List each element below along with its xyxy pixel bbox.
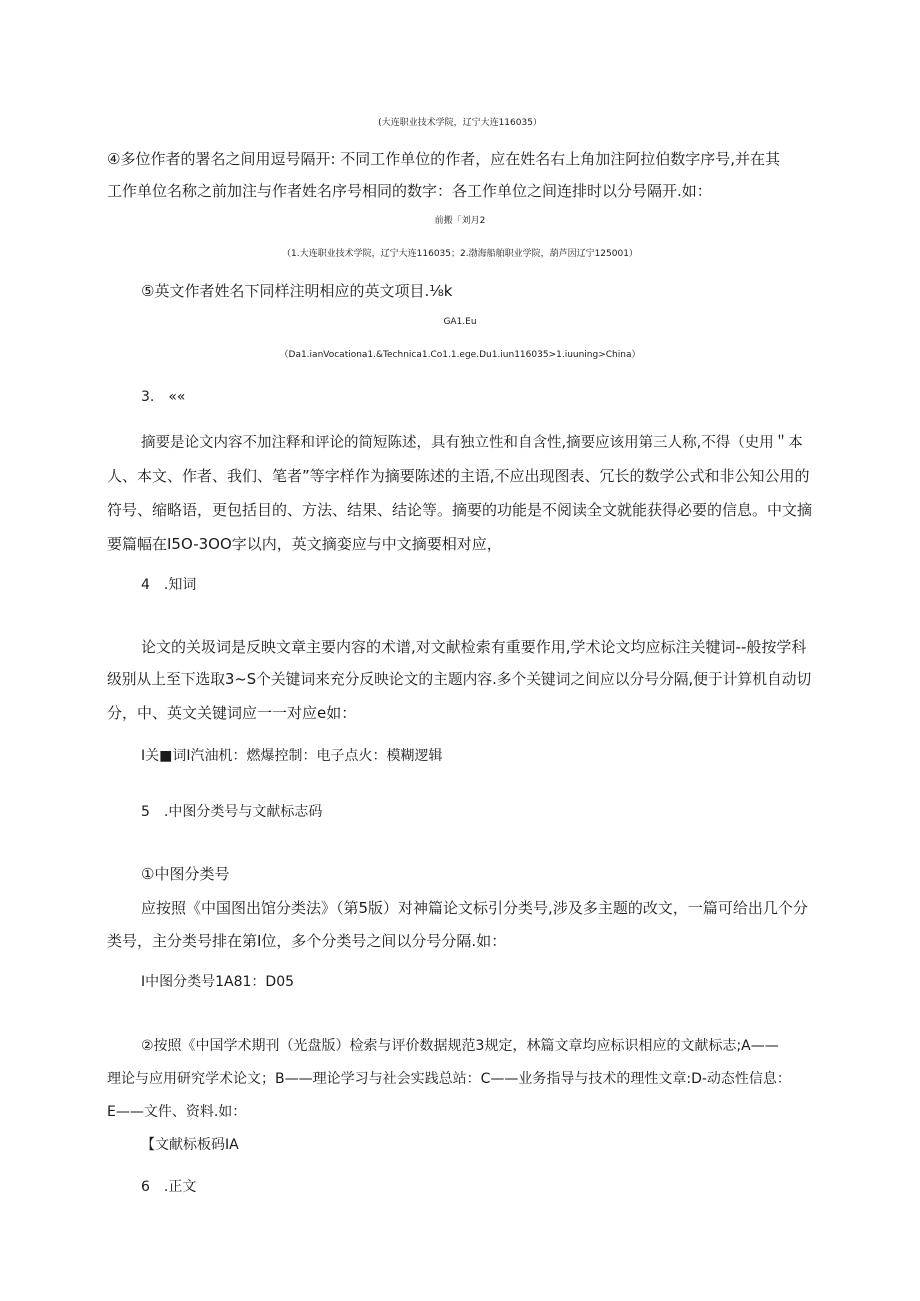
abstract-paragraph-line-1: 摘要是论文内容不加注释和评论的简短陈述，具有独立性和自含性,摘要应该用第三人称,不得（史用＂本 bbox=[141, 435, 803, 451]
rule-english-author: ⑤英文作者姓名下同样注明相应的英文项目.⅛k bbox=[141, 282, 453, 300]
rule-multi-author-line-1: ④多位作者的署名之间用逗号隔开: 不同工作单位的作者，应在姓名右上角加注阿拉伯数字序号,并在其 bbox=[107, 150, 781, 168]
english-affiliation: （Da1.ianVocationa1.&Technica1.Co1.1.ege.Du1.iun116035>1.iuuning>China） bbox=[279, 350, 641, 360]
abstract-paragraph-line-3: 符号、缩略语，更包括目的、方法、结果、结论等。摘要的功能是不阅读全文就能获得必要的信息。中文摘 bbox=[107, 501, 813, 519]
clc-example: I中图分类号1A81：D05 bbox=[141, 974, 295, 990]
section-6-heading: 6 .正文 bbox=[141, 1179, 197, 1195]
keywords-paragraph-line-3: 分，中、英文关键词应一一对应e如： bbox=[107, 704, 357, 722]
section-3-heading: 3. «« bbox=[141, 389, 186, 405]
keywords-paragraph-line-2: 级别从上至下选取3~S个关键词来充分反映论文的主题内容.多个关键词之间应以分号分隔,便于计算机自动切 bbox=[107, 671, 812, 688]
english-author-name: GA1.Eu bbox=[443, 317, 477, 327]
document-code-paragraph-line-1: ②按照《中国学术期刊（光盘版）检索与评价数据规范3规定，林篇文章均应标识相应的文献标志;A—— bbox=[141, 1038, 779, 1054]
document-code-example: 【文献标板码IA bbox=[141, 1137, 239, 1153]
keywords-paragraph-line-1: 论文的关圾词是反映文章主要内容的术谱,对文献检索有重要作用,学术论文均应标注关犍词--般按学科 bbox=[141, 638, 807, 656]
clc-paragraph-line-2: 类号，主分类号排在第I位，多个分类号之间以分号分隔.如： bbox=[107, 932, 507, 950]
section-4-heading: 4 .知词 bbox=[141, 577, 197, 593]
abstract-paragraph-line-2: 人、本文、作者、我们、笔者”等字样作为摘要陈述的主语,不应出现图表、冗长的数学公式和非公知公用的 bbox=[107, 467, 810, 485]
example-author-names: 前搬「刘月2 bbox=[434, 216, 486, 226]
author-affiliation-single: (大连职业技术学院，辽宁大连116035） bbox=[378, 118, 542, 128]
rule-multi-author-line-2: 工作单位名称之前加注与作者姓名序号相同的数字：各工作单位之间连排时以分号隔开.如： bbox=[107, 182, 712, 200]
document-code-paragraph-line-2: 理论与应用研究学术论文；B——理论学习与社会实践总站：C——业务指导与技术的理性文章:D-动态性信息： bbox=[107, 1071, 791, 1087]
clc-paragraph-line-1: 应按照《中国图出馆分类法》（第5版）对神篇论文标引分类号,涉及多主题的改文，一篇可给出几个分 bbox=[141, 899, 808, 917]
author-affiliation-multiple: （1.大连职业技术学院，辽宁大连116035；2.渤海船舶职业学院，葫芦因辽宁125001） bbox=[282, 249, 638, 259]
abstract-paragraph-line-4: 要篇幅在I5O-3OO字以内，英文摘娈应与中文摘要相对应， bbox=[107, 535, 502, 553]
section-5-heading: 5 .中图分类号与文献标志码 bbox=[141, 804, 323, 820]
clc-subheading: ①中图分类号 bbox=[141, 865, 230, 883]
document-code-paragraph-line-3: E——文件、资料.如： bbox=[107, 1104, 247, 1120]
keywords-example: I关■词I汽油机：燃爆控制：电子点火：模糊逻辑 bbox=[141, 748, 443, 764]
